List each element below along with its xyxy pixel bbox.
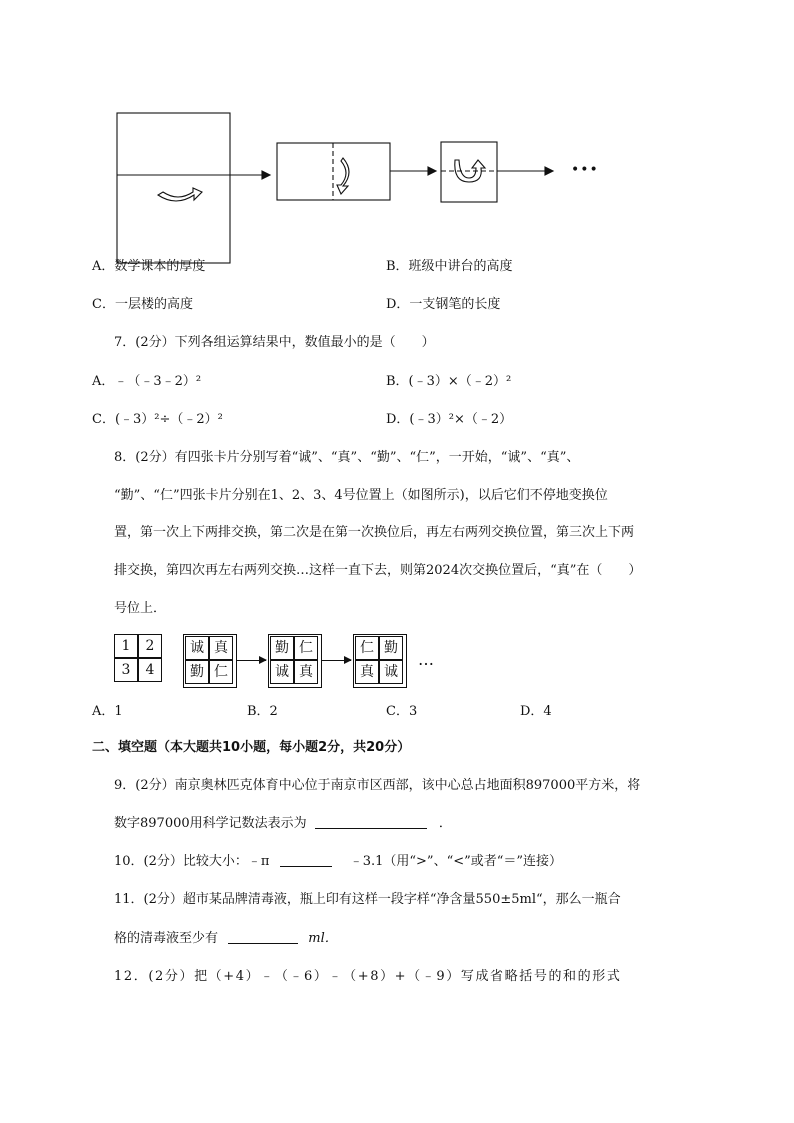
q9-text: 数字897000用科学记数法表示为 xyxy=(114,816,307,831)
q7-option-c: C．(﹣3）²÷（﹣2）² xyxy=(92,412,223,427)
grid-cell: 4 xyxy=(138,658,162,682)
grid-cell: 诚 xyxy=(270,660,294,684)
q6-option-d: D．一支钢笔的长度 xyxy=(386,297,501,312)
grid-cell: 真 xyxy=(209,636,233,660)
grid-ellipsis: … xyxy=(418,650,434,669)
grid-cell: 仁 xyxy=(294,636,318,660)
grid-arrow-1 xyxy=(236,660,266,661)
grid-cell: 诚 xyxy=(185,636,209,660)
q10-line xyxy=(114,851,562,873)
q11-answer-blank[interactable] xyxy=(228,929,298,944)
q8-line-4: 排交换，第四次再左右两列交换…这样一直下去，则第2024次交换位置后，“真”在（ ） xyxy=(114,563,642,578)
q8-line-1: 8．(2分）有四张卡片分别写着“诚”、“真”、“勤”、“仁”，一开始，“诚”、“真”、 xyxy=(114,450,580,465)
q8-line-2: “勤”、“仁”四张卡片分别在1、2、3、4号位置上（如图所示)，以后它们不停地变换位 xyxy=(114,488,608,503)
q11-unit: ml． xyxy=(308,931,338,946)
q11-text: 格的清毒液至少有 xyxy=(114,931,219,946)
card-grid-step-2 xyxy=(353,634,407,688)
grid-cell: 真 xyxy=(294,660,318,684)
q7-option-b: B．(﹣3）×（﹣2）² xyxy=(386,374,512,389)
grid-cell: 1 xyxy=(114,634,138,658)
grid-cell: 勤 xyxy=(185,660,209,684)
q6-option-a: A．数学课本的厚度 xyxy=(92,259,206,274)
grid-cell: 真 xyxy=(355,660,379,684)
q8-option-a: A．1 xyxy=(92,704,123,719)
q8-option-b: B．2 xyxy=(247,704,278,719)
q10-text-a: 10．(2分）比较大小：﹣π xyxy=(114,854,270,869)
paper-sheet-1 xyxy=(117,113,230,263)
grid-cell: 诚 xyxy=(379,660,403,684)
q9-line-2 xyxy=(114,813,452,835)
card-grid-step-1 xyxy=(268,634,322,688)
q10-answer-blank[interactable] xyxy=(280,852,332,867)
card-grid-initial xyxy=(183,634,237,688)
q11-line-1: 11．(2分）超市某品牌清毒液，瓶上印有这样一段字样“净含量550±5ml“，那么一瓶合 xyxy=(114,892,621,907)
grid-cell: 勤 xyxy=(379,636,403,660)
grid-cell: 仁 xyxy=(355,636,379,660)
fold-arrow-icon-2 xyxy=(337,158,349,194)
grid-cell: 勤 xyxy=(270,636,294,660)
section-2-title: 二、填空题（本大题共10小题，每小题2分，共20分） xyxy=(92,740,411,755)
q11-line-2 xyxy=(114,928,338,950)
q9-answer-blank[interactable] xyxy=(315,814,427,829)
q8-line-3: 置，第一次上下两排交换，第二次是在第一次换位后，再左右两列交换位置，第三次上下两 xyxy=(114,525,635,540)
grid-cell: 2 xyxy=(138,634,162,658)
paper-sheet-3 xyxy=(441,142,497,202)
q8-line-5: 号位上． xyxy=(114,601,167,616)
card-grid-positions xyxy=(114,634,164,684)
grid-cell: 仁 xyxy=(209,660,233,684)
q7-option-a: A．﹣（﹣3﹣2）² xyxy=(92,374,202,389)
q6-option-b: B．班级中讲台的高度 xyxy=(386,259,513,274)
q9-line-1: 9．(2分）南京奥林匹克体育中心位于南京市区西部，该中心总占地面积897000平方米，将 xyxy=(114,778,641,793)
q12-line-1: 12．(2分）把（+4）﹣（﹣6）﹣（+8）+（﹣9）写成省略括号的和的形式 xyxy=(114,969,622,984)
q7-option-d: D．(﹣3）²×（﹣2） xyxy=(386,412,513,427)
q9-period: ． xyxy=(438,816,452,831)
figure-ellipsis: ••• xyxy=(571,162,599,178)
grid-arrow-2 xyxy=(321,660,351,661)
grid-cell: 3 xyxy=(114,658,138,682)
q10-text-b: ﹣3.1（用“>”、“<”或者“＝”连接） xyxy=(349,854,563,869)
q7-stem: 7．(2分）下列各组运算结果中，数值最小的是（ ） xyxy=(114,335,435,350)
q8-option-d: D．4 xyxy=(520,704,552,719)
paper-folding-diagram xyxy=(110,108,610,268)
q6-option-c: C．一层楼的高度 xyxy=(92,297,193,312)
q8-option-c: C．3 xyxy=(386,704,418,719)
fold-arrow-icon-1 xyxy=(158,188,202,201)
